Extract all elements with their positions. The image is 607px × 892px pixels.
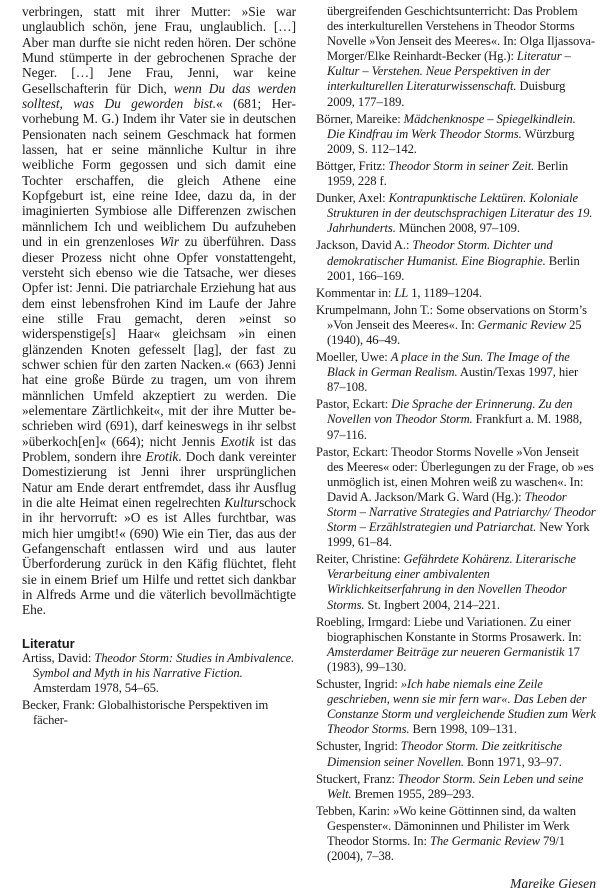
text-run: Duisburg 2009, 177–189. xyxy=(327,79,566,109)
italic-text: A place in the Sun. The Image of the Black in German Realism. xyxy=(327,350,570,380)
section-heading-literatur: Literatur xyxy=(22,635,75,651)
bibliography-entry xyxy=(316,739,596,769)
italic-text: Amsterdamer Beiträge zur neueren Germanistik xyxy=(327,644,565,659)
text-run: Austin/Texas 1997, hier 87–108. xyxy=(327,365,579,395)
italic-text: Germanic Review xyxy=(477,317,567,332)
author-signature: Mareike Giesen xyxy=(510,876,596,892)
italic-text: Exotik xyxy=(220,433,255,449)
italic-text: Theodor Storm. Dichter und demokratischer Humanist. Eine Biographie. xyxy=(327,238,553,268)
text-run: Bremen 1955, 289–293. xyxy=(351,786,475,801)
text-run: Bonn 1971, 93–97. xyxy=(463,754,562,769)
bibliography-entry xyxy=(316,397,596,442)
text-run: « (681; Hervorhebung M. G.) Indem ihr Vater sie in deutschen Pensionaten nach seinem Geschmack hat formen lassen, hat er seine männliche Kultur in ihre weibliche Form gegossen und sich damit eine Tochter erschaffen, die gleich Athene eine Kopfgeburt ist, eine reine Idee, dazu da, in der imaginierten Symbiose alle Differenzen zwischen männlichem Ich und weiblichem Du aufzuheben und in ein grenzenloses xyxy=(22,96,296,250)
italic-text: Die Sprache der Erinnerung. Zu den Novellen von Theodor Storm. xyxy=(327,397,573,427)
bibliography-entry xyxy=(316,350,596,395)
text-run: Amsterdam 1978, 54–65. xyxy=(33,680,159,695)
bibliography-entry xyxy=(316,159,596,189)
text-run: Berlin 1959, 228 f. xyxy=(327,158,569,189)
text-run: Tebben, Karin: »Wo keine Göttinnen sind, da walten Gespenster«. Dämoninnen und Philister im Werk Theodor Storms. In: xyxy=(316,803,576,848)
bibliography-list-right xyxy=(316,112,596,865)
italic-text: LL xyxy=(394,285,409,300)
text-run: Krumpelmann, John T.: Some observations on Storm’s »Von Jenseit des Meeres«. In: xyxy=(316,302,587,332)
bibliography-entry xyxy=(22,698,296,728)
italic-text: The Germanic Review xyxy=(429,833,540,848)
text-run: 79/1 (2004), 7–38. xyxy=(327,833,566,864)
text-run: Dunker, Axel: xyxy=(316,191,389,206)
italic-text: Mädchenknospe – Spiegelkindlein. Die Kindfrau im Werk Theodor Storms. xyxy=(327,111,576,141)
italic-text: Theodor Storm – Narrative Strategies and Patriarchy/ Theodor Storm – Erzählstrategien und Patriarchat. xyxy=(327,489,596,535)
bibliography-entry xyxy=(316,303,596,348)
bibliography-entry xyxy=(316,804,596,864)
text-run: verbringen, statt mit ihrer Mutter: »Sie war unglaublich schön, jene Frau, unglaublich. […] Aber man durfte sie nicht reden hören. Der schöne Mund stümperte in der gebrochenen Sprache der Neger. […] Jene Frau, Jenni, war keine Gesellschafterin für Dich, xyxy=(22,4,296,96)
bibliography-entry xyxy=(316,445,596,551)
text-run: München 2008, 97–109. xyxy=(395,221,520,236)
text-run: übergreifenden Geschichtsunterricht: Das Problem des interkulturellen Verstehens in Theodor Storms Novelle »Von Jenseit des Meeres«. In: Olga Iljassova-Morger/Elke Reinhardt-Becker (Hg.): xyxy=(327,4,595,64)
text-run: Artiss, David: xyxy=(22,650,95,665)
text-run: Kommentar in: xyxy=(316,285,395,300)
right-column xyxy=(316,4,596,892)
text-run: 1, 1189–1204. xyxy=(408,285,482,300)
bibliography-entry xyxy=(316,238,596,283)
text-run: Moeller, Uwe: xyxy=(316,350,391,365)
text-run: Reiter, Christine: xyxy=(316,552,404,567)
text-run: St. Ingbert 2004, 214–221. xyxy=(364,597,500,612)
text-run: Roebling, Irmgard: Liebe und Variationen. Zu einer biographischen Konstante in Storms Prosawerk. In: xyxy=(316,614,582,644)
text-run: Würzburg 2009, S. 112–142. xyxy=(327,126,575,156)
text-run: . Doch dank vereinter Domestizierung ist Jenni ihrer ursprünglichen Natur am Ende derart entfremdet, dass ihr Ausflug in die alte Heimat einen regelrechten xyxy=(22,448,296,510)
text-run: Schuster, Ingrid: xyxy=(316,677,401,692)
text-run: Becker, Frank: Globalhistorische Perspektiven im fächer- xyxy=(22,698,269,728)
text-run: ist das Problem, sondern ihre xyxy=(22,433,296,464)
text-run: Pastor, Eckart: Theodor Storms Novelle »Von Jenseit des Meeres« oder: Überlegungen zu der Frage, ob »es unmöglich ist, einen Mohren weiß zu waschen«. In: David A. Jackson/Mark G. Ward (Hg.): xyxy=(316,444,594,504)
text-run: Bern 1998, 109–131. xyxy=(409,722,517,737)
text-run: Börner, Mareike: xyxy=(316,111,404,126)
italic-text: Kontrapunktische Lektüren. Koloniale Strukturen in der deutschsprachigen Literatur des 19. Jahrhunderts. xyxy=(327,191,593,236)
text-run: schock in ihr hervorruft: »O es ist Alles furchtbar, was mich hier umgibt!« (690) Wie ein Tier, das aus der Gefangenschaft entlassen wird und aus lauter Überforderung zurück in den Käfig flüchtet, fleht sie in einem Brief um Hilfe und rettet sich dankbar in Alfreds Arme und die väterlich bevollmächtigte Ehe. xyxy=(22,495,296,618)
text-run: Stuckert, Franz: xyxy=(316,771,398,786)
italic-text: wenn Du das werden solltest, was Du geworden bist. xyxy=(22,80,296,112)
italic-text: Kultur xyxy=(224,495,260,510)
text-run: Schuster, Ingrid: xyxy=(316,739,401,754)
bibliography-continuation xyxy=(316,4,596,110)
bibliography-entry xyxy=(316,286,596,301)
bibliography-entry xyxy=(316,677,596,737)
italic-text: Theodor Storm: Studies in Ambivalence. Symbol and Myth in his Narrative Fiction. xyxy=(33,650,295,680)
text-run: Pastor, Eckart: xyxy=(316,397,392,412)
italic-text: Gefährdete Kohärenz. Literarische Verarbeitung einer ambivalenten Wirklichkeitserfahrung in den Novellen Theodor Storms. xyxy=(327,552,576,612)
italic-text: Theodor Storm. Die zeitkritische Dimension seiner Novellen. xyxy=(327,739,562,769)
bibliography-entry xyxy=(316,615,596,675)
text-run: Berlin 2001, 166–169. xyxy=(327,253,580,283)
text-run: Frankfurt a. M. 1988, 97–116. xyxy=(327,412,582,442)
bibliography-entry xyxy=(316,112,596,157)
bibliography-entry xyxy=(316,772,596,802)
text-run: zu überführen. Dass dieser Prozess nicht ohne Opfer vonstattengeht, versteht sich ebenso wie die Tatsache, wer dieses Opfer ist: Jenni. Die patriarchale Erziehung hat aus dem einst lebensfrohen Kind im Laufe der Jahre eine stille Frau gemacht, deren »einst so widerspenstige[s] Haar« gleichsam »in einen glänzenden Knoten gefesselt [lag], der fast zu schwer schien für den zarten Nacken.« (663) Jenni hat eine große Bürde zu tragen, um von ihrem männlichen Umfeld akzeptiert zu werden. Die »elementare Zärtlichkeit«, mit der ihre Mutter beschrieben wird (691), darf keineswegs in ihr selbst »überkoch[en]« (664); nicht Jennis xyxy=(22,234,296,449)
bibliography-entry xyxy=(316,552,596,612)
body-paragraph xyxy=(22,4,296,618)
text-run: Jackson, David A.: xyxy=(316,238,413,253)
bibliography-list-left xyxy=(22,651,296,728)
bibliography-entry xyxy=(22,651,296,696)
italic-text: Literatur – Kultur – Verstehen. Neue Perspektiven in der interkulturellen Literaturwissenschaft. xyxy=(327,49,571,94)
italic-text: Theodor Storm. Sein Leben und seine Welt. xyxy=(327,771,584,801)
italic-text: »Ich habe niemals eine Zeile geschrieben, wenn sie mir fern war«. Das Leben der Constanze Storm und vergleichende Studien zum Werk Theodor Storms. xyxy=(327,677,596,737)
text-run: New York 1999, 61–84. xyxy=(327,520,590,550)
italic-text: Theodor Storm in seiner Zeit. xyxy=(388,158,535,173)
italic-text: Wir xyxy=(159,234,179,250)
text-run: 17 (1983), 99–130. xyxy=(327,644,580,674)
text-run: 25 (1940), 46–49. xyxy=(327,317,582,347)
italic-text: Erotik xyxy=(145,448,179,464)
bibliography-entry xyxy=(316,191,596,236)
text-run: Böttger, Fritz: xyxy=(316,158,389,173)
left-column xyxy=(22,4,296,730)
